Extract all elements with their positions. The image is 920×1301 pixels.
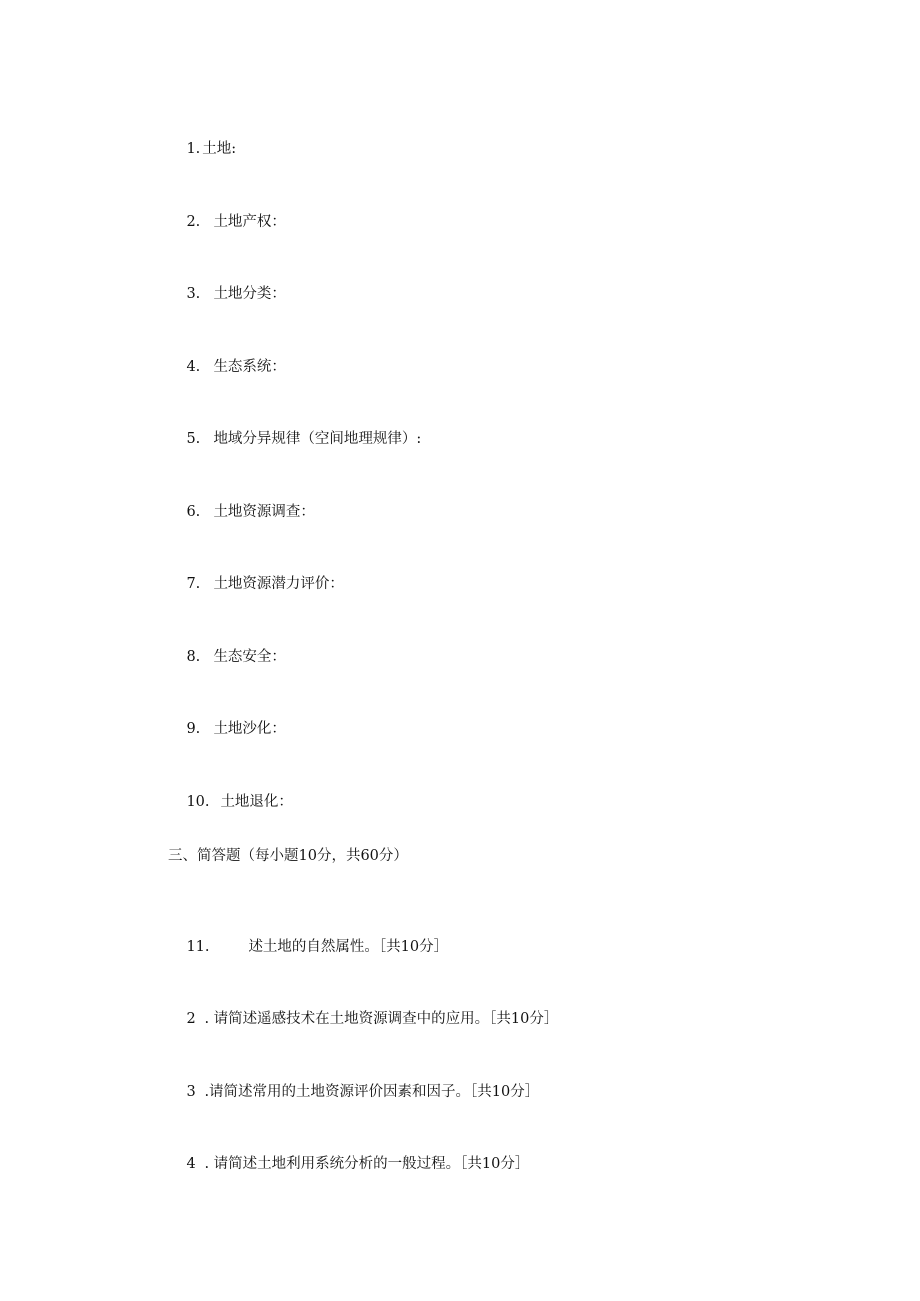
item-number: 8. [186, 649, 201, 665]
item-number: 2. [186, 214, 201, 230]
item-number: 6. [186, 504, 201, 520]
item-number: 4. [186, 359, 201, 375]
item-number: 10. [186, 794, 210, 810]
item-number: 3 [186, 1084, 196, 1100]
item-number: 4 [186, 1156, 196, 1172]
definition-item-1 [168, 122, 236, 176]
item-text: 土地资源潜力评价： [213, 576, 344, 592]
definition-item-8 [168, 630, 286, 684]
item-text: 述土地的自然属性。［共10分］ [248, 939, 449, 955]
item-number: 2 [186, 1011, 196, 1027]
item-text: 土地沙化： [213, 721, 286, 737]
item-number: 11. [186, 939, 210, 955]
item-text: .请简述常用的土地资源评价因素和因子。［共10分］ [204, 1084, 540, 1100]
definition-item-3 [168, 267, 286, 321]
item-text: 土地: [202, 141, 237, 157]
item-text: 土地退化： [220, 794, 293, 810]
section-heading: 三、简答题（每小题10分，共60分） [168, 848, 408, 864]
definition-item-6 [168, 485, 315, 539]
item-text: . 请简述土地利用系统分析的一般过程。［共10分］ [204, 1156, 530, 1172]
definition-item-10 [168, 775, 293, 829]
definition-item-4 [168, 340, 286, 394]
item-text: . 请简述遥感技术在土地资源调查中的应用。［共10分］ [204, 1011, 559, 1027]
item-text: 土地产权： [213, 214, 286, 230]
item-number: 5. [186, 431, 201, 447]
item-text: 地域分异规律（空间地理规律）: [213, 431, 422, 447]
definition-item-7 [168, 557, 344, 611]
item-text: 生态安全： [213, 649, 286, 665]
item-text: 土地资源调查： [213, 504, 315, 520]
item-number: 9. [186, 721, 201, 737]
item-number: 1. [186, 141, 201, 157]
item-number: 7. [186, 576, 201, 592]
definition-item-9 [168, 702, 286, 756]
definition-item-5 [168, 412, 421, 466]
item-text: 土地分类： [213, 286, 286, 302]
question-item-2 [168, 992, 558, 1046]
question-item-3 [168, 1065, 539, 1119]
definition-item-2 [168, 195, 286, 249]
question-item-11 [168, 920, 448, 974]
question-item-4 [168, 1137, 529, 1191]
item-text: 生态系统： [213, 359, 286, 375]
item-number: 3. [186, 286, 201, 302]
